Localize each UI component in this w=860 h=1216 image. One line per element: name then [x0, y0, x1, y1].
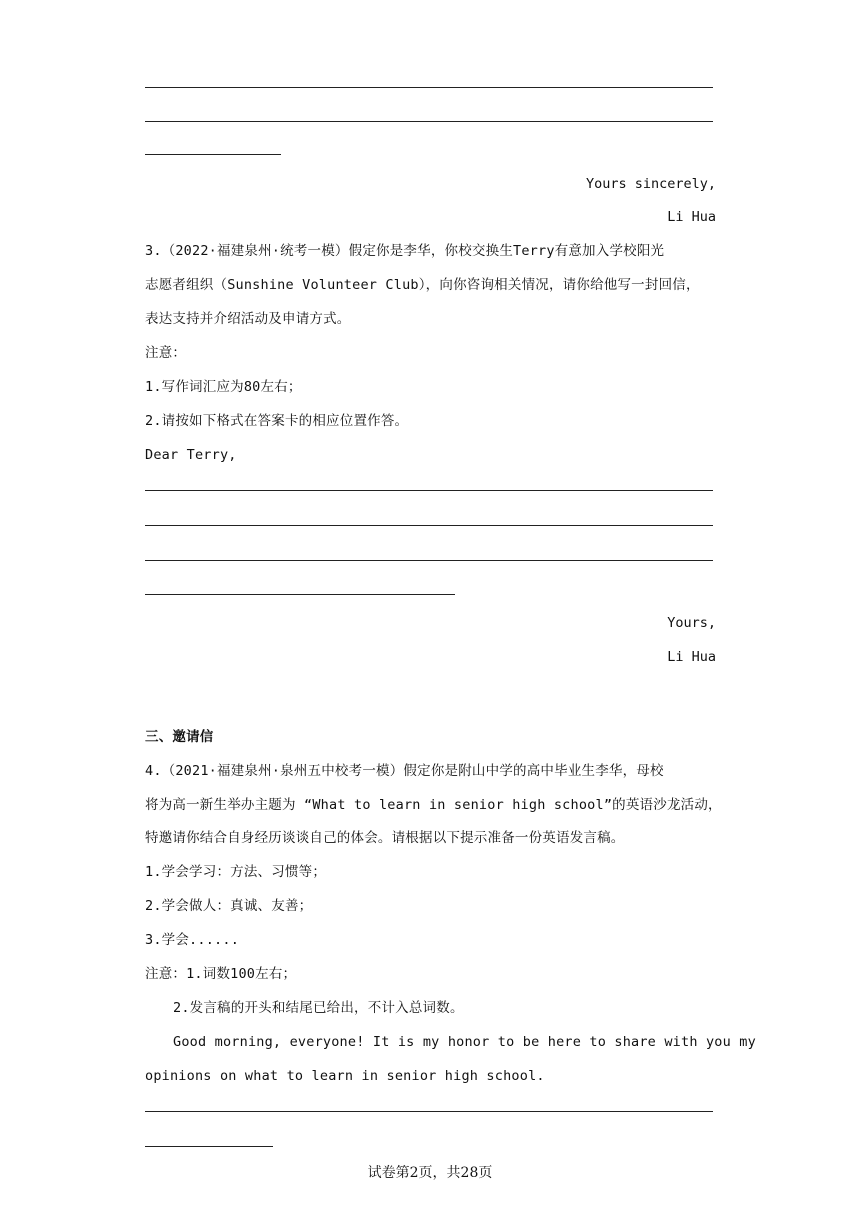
- question-3-note-2: 2.请按如下格式在答案卡的相应位置作答。: [145, 413, 409, 429]
- question-3-salutation: Dear Terry,: [145, 447, 237, 463]
- question-3-note-title: 注意：: [145, 345, 187, 361]
- answer-line: [145, 490, 713, 491]
- letter-closing: Yours sincerely,: [585, 176, 716, 192]
- section-title: 三、邀请信: [145, 729, 214, 745]
- question-4-opening-2: opinions on what to learn in senior high school.: [145, 1068, 545, 1084]
- question-3-signature: Li Hua: [667, 649, 716, 665]
- letter-signature: Li Hua: [667, 209, 716, 225]
- question-3-note-1: 1.写作词汇应为80左右；: [145, 379, 302, 395]
- answer-line: [145, 121, 713, 122]
- question-3-line-3: 表达支持并介绍活动及申请方式。: [145, 311, 351, 327]
- answer-line: [145, 1111, 713, 1112]
- answer-line: [145, 525, 713, 526]
- page-footer: 试卷第2页，共28页: [367, 1165, 493, 1181]
- question-4-point-2: 2.学会做人：真诚、友善；: [145, 898, 313, 914]
- question-4-point-1: 1.学会学习：方法、习惯等；: [145, 864, 327, 880]
- question-3-line-2: 志愿者组织（Sunshine Volunteer Club），向你咨询相关情况，请你给他写一封回信，: [145, 277, 700, 293]
- question-3-closing: Yours,: [667, 615, 716, 631]
- answer-line: [145, 87, 713, 88]
- question-4-opening-1: Good morning, everyone! It is my honor to be here to share with you my: [173, 1034, 756, 1050]
- question-3-line-1: 3.（2022·福建泉州·统考一模）假定你是李华，你校交换生Terry有意加入学校阳光: [145, 243, 665, 259]
- question-4-line-2: 将为高一新生举办主题为 “What to learn in senior high school”的英语沙龙活动，: [145, 797, 722, 813]
- answer-line-short: [145, 1146, 273, 1147]
- question-4-point-3: 3.学会......: [145, 932, 240, 948]
- question-4-line-3: 特邀请你结合自身经历谈谈自己的体会。请根据以下提示准备一份英语发言稿。: [145, 830, 625, 846]
- answer-line-short: [145, 594, 455, 595]
- question-4-note-1: 注意：1.词数100左右；: [145, 966, 297, 982]
- answer-line-short: [145, 154, 281, 155]
- question-4-note-2: 2.发言稿的开头和结尾已给出，不计入总词数。: [173, 1000, 464, 1016]
- question-4-line-1: 4.（2021·福建泉州·泉州五中校考一模）假定你是附山中学的高中毕业生李华，母校: [145, 763, 664, 779]
- answer-line: [145, 560, 713, 561]
